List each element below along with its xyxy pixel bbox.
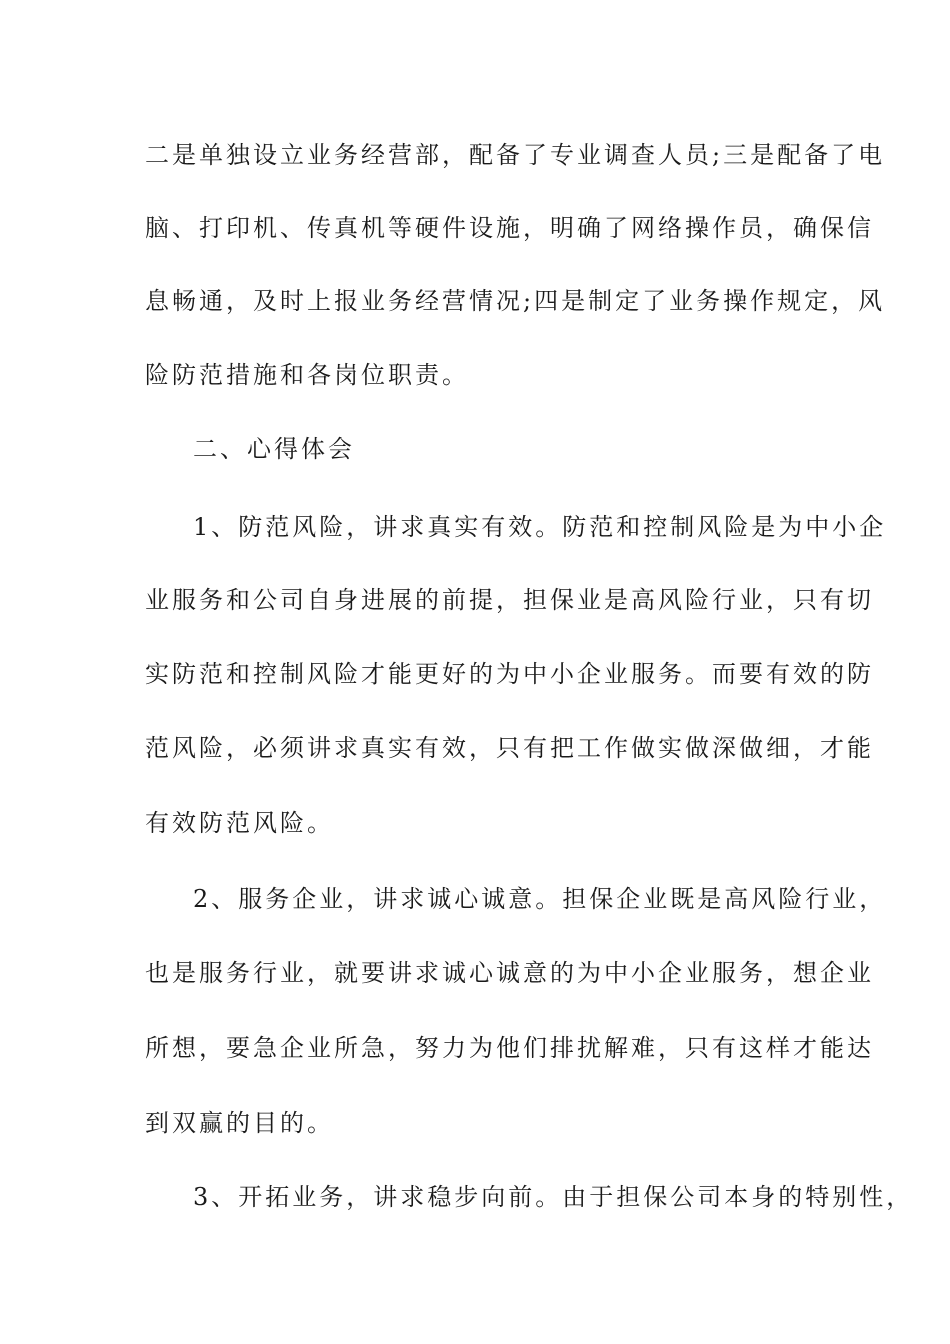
section-heading: 二、心得体会 [193,435,355,463]
text-line-14: 到双赢的目的。 [145,1109,334,1137]
text-line-8: 实防范和控制风险才能更好的为中小企业服务。而要有效的防 [145,660,874,688]
text-line-1: 二是单独设立业务经营部，配备了专业调查人员;三是配备了电 [145,141,886,169]
text-line-7: 业服务和公司自身进展的前提，担保业是高风险行业，只有切 [145,586,874,614]
text-line-13: 所想，要急企业所急，努力为他们排扰解难，只有这样才能达 [145,1034,874,1062]
text-line-15: 3、开拓业务，讲求稳步向前。由于担保公司本身的特别性， [193,1183,914,1211]
text-line-2: 脑、打印机、传真机等硬件设施，明确了网络操作员，确保信 [145,214,874,242]
text-line-11: 2、服务企业，讲求诚心诚意。担保企业既是高风险行业， [193,885,887,913]
text-line-10: 有效防范风险。 [145,809,334,837]
text-line-3: 息畅通，及时上报业务经营情况;四是制定了业务操作规定，风 [145,287,886,315]
text-line-9: 范风险，必须讲求真实有效，只有把工作做实做深做细，才能 [145,734,874,762]
text-line-12: 也是服务行业，就要讲求诚心诚意的为中小企业服务，想企业 [145,959,874,987]
text-line-4: 险防范措施和各岗位职责。 [145,361,469,389]
text-line-6: 1、防范风险，讲求真实有效。防范和控制风险是为中小企 [193,513,887,541]
